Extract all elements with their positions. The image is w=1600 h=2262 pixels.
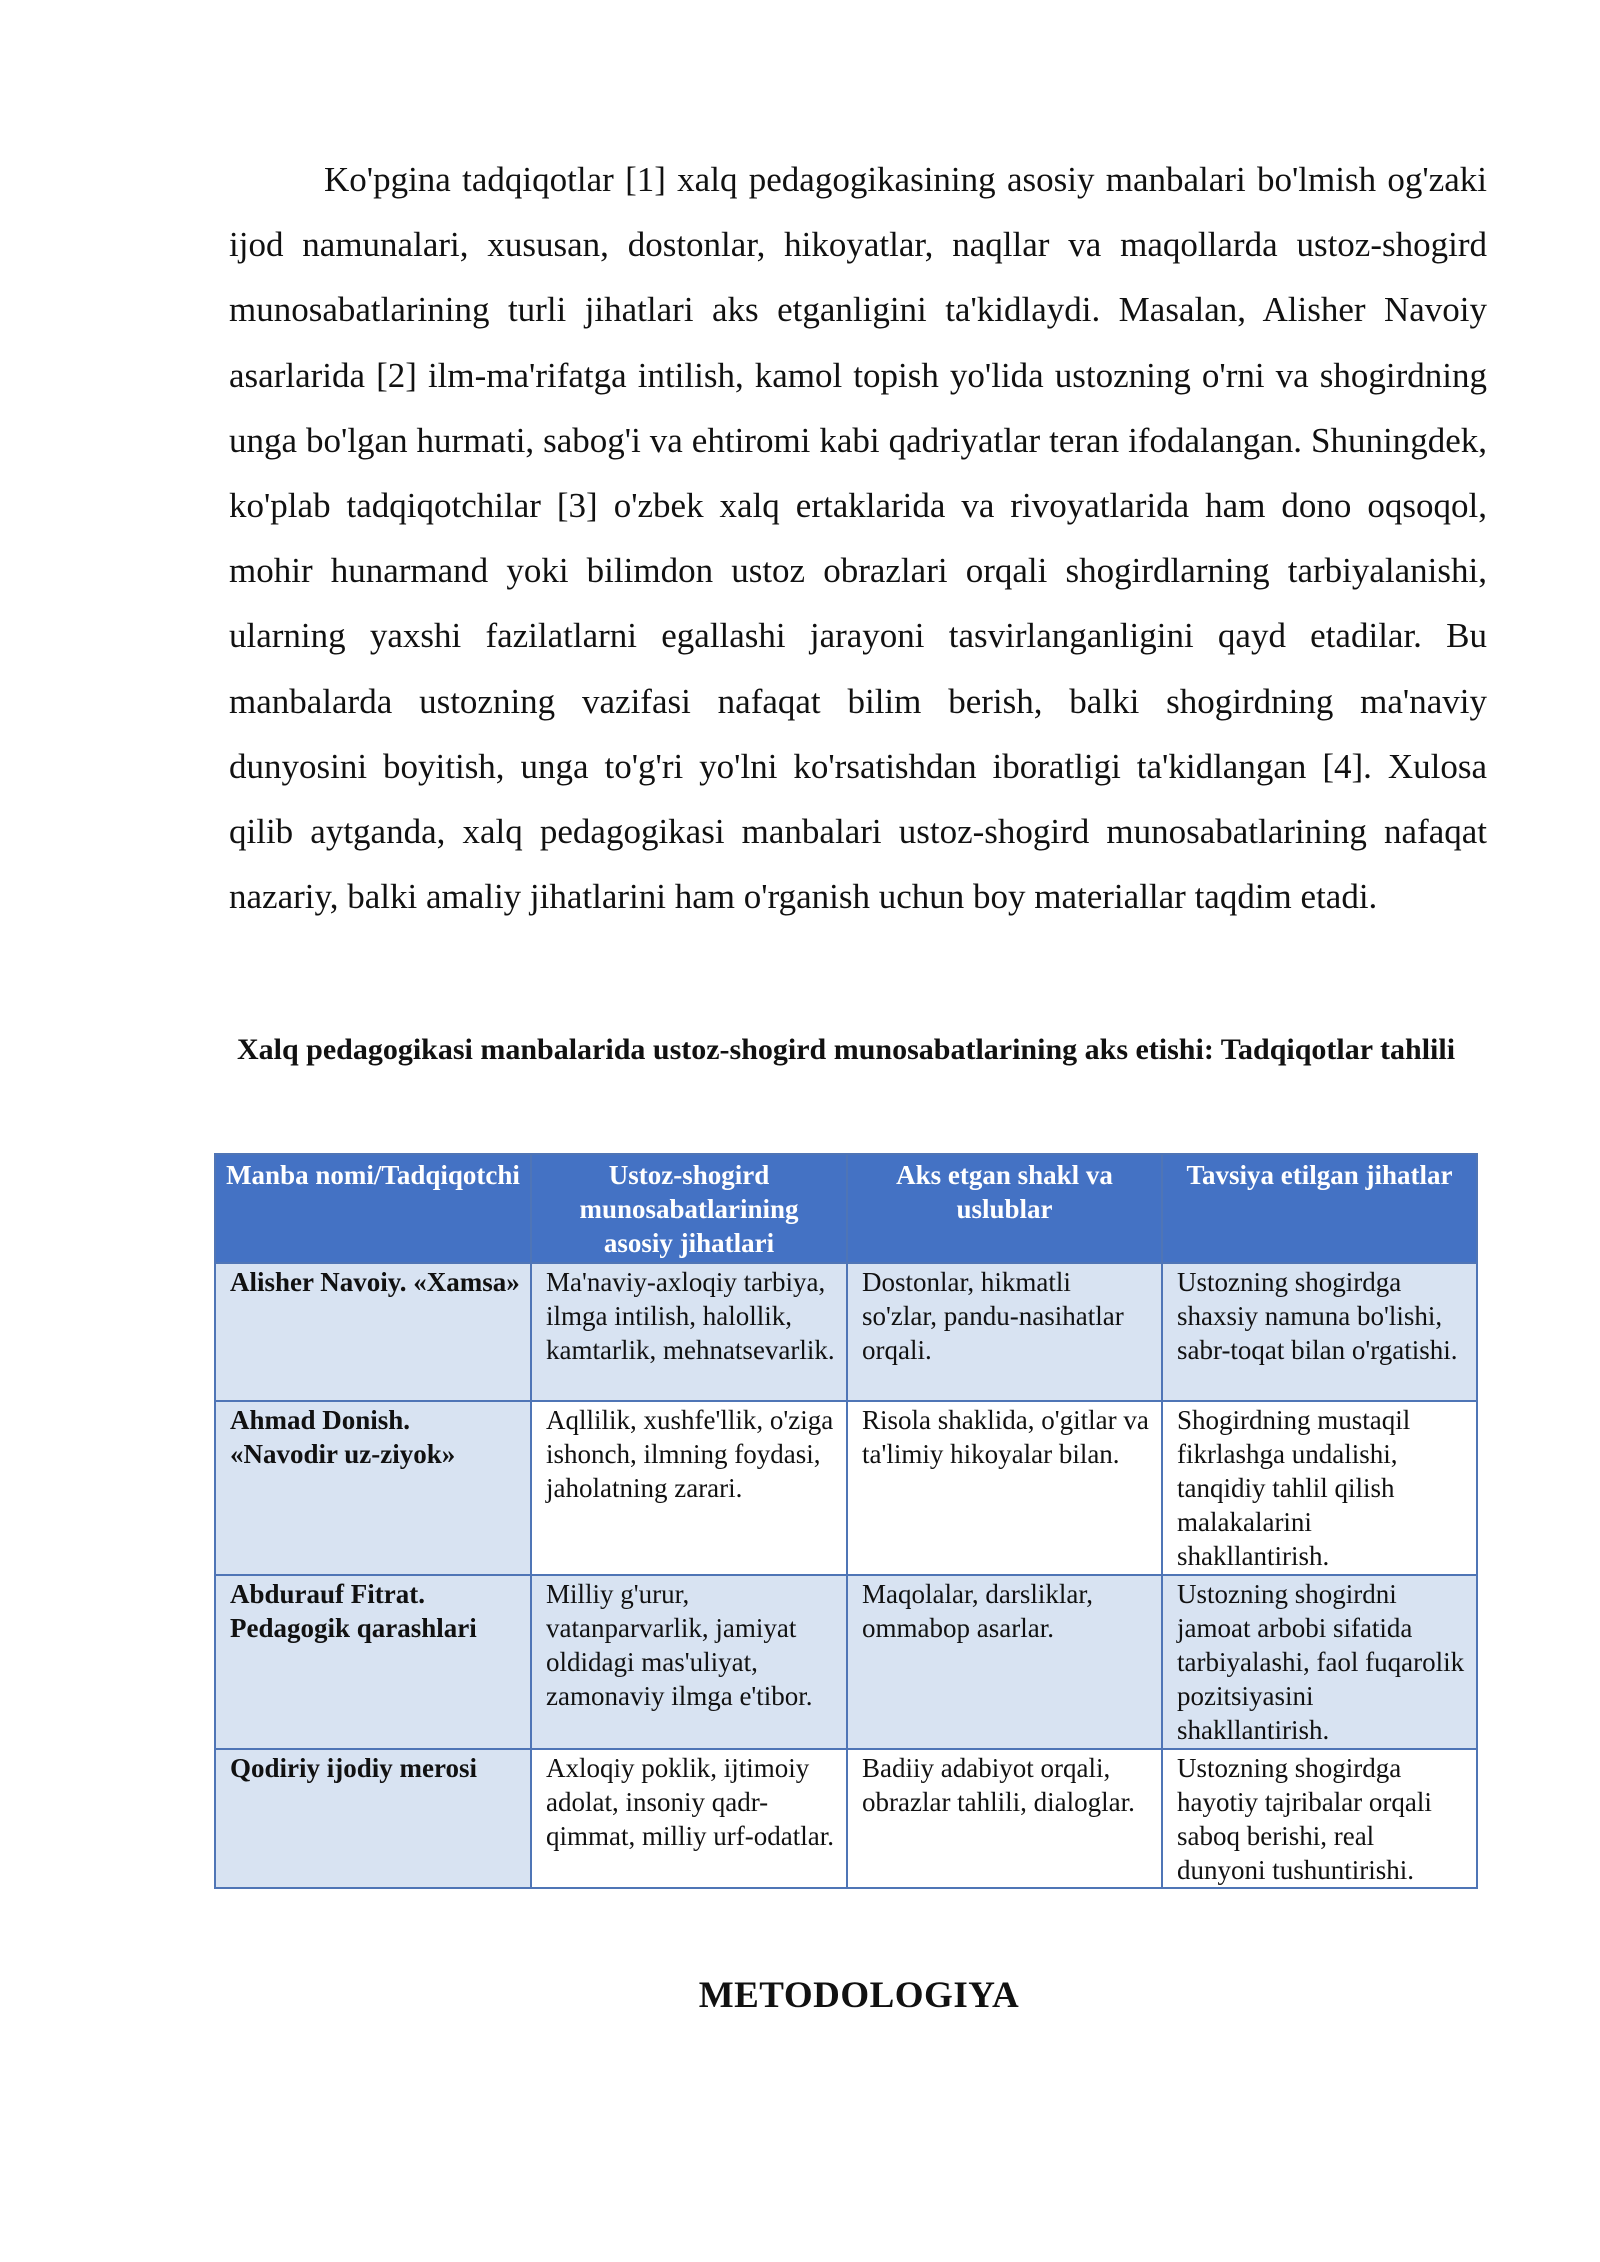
table-cell: Ma'naviy-axloqiy tarbiya, ilmga intilish, halollik, kamtarlik, mehnatsevarlik. xyxy=(531,1263,847,1401)
table-cell-source: Ahmad Donish. «Navodir uz-ziyok» xyxy=(215,1401,531,1575)
table-cell: Risola shaklida, o'gitlar va ta'limiy hikoyalar bilan. xyxy=(847,1401,1162,1575)
table-row xyxy=(215,1263,1477,1401)
table-cell-source: Qodiriy ijodiy merosi xyxy=(215,1749,531,1888)
body-paragraph: Ko'pgina tadqiqotlar [1] xalq pedagogikasining asosiy manbalari bo'lmish og'zaki ijod namunalari, xususan, dostonlar, hikoyatlar, naqllar va maqollarda ustoz-shogird munosabatlarining turli jihatlari aks etganligini ta'kidlaydi. Masalan, Alisher Navoiy asarlarida [2] ilm-ma'rifatga intilish, kamol topish yo'lida ustozning o'rni va shogirdning unga bo'lgan hurmati, sabog'i va ehtiromi kabi qadriyatlar teran ifodalangan. Shuningdek, ko'plab tadqiqotchilar [3] o'zbek xalq ertaklarida va rivoyatlarida ham dono oqsoqol, mohir hunarmand yoki bilimdon ustoz obrazlari orqali shogirdlarning tarbiyalanishi, ularning yaxshi fazilatlarni egallashi jarayoni tasvirlanganligini qayd etadilar. Bu manbalarda ustozning vazifasi nafaqat bilim berish, balki shogirdning ma'naviy dunyosini boyitish, unga to'g'ri yo'lni ko'rsatishdan iboratligi ta'kidlangan [4]. Xulosa qilib aytganda, xalq pedagogikasi manbalari ustoz-shogird munosabatlarining nafaqat nazariy, balki amaliy jihatlarini ham o'rganish uchun boy materiallar taqdim etadi. xyxy=(229,160,1487,917)
section-heading: METODOLOGIYA xyxy=(698,1975,1020,2016)
table-header-cell: Tavsiya etilgan jihatlar xyxy=(1162,1154,1477,1263)
table-cell: Badiiy adabiyot orqali, obrazlar tahlili, dialoglar. xyxy=(847,1749,1162,1888)
table-row xyxy=(215,1749,1477,1888)
table-cell: Milliy g'urur, vatanparvarlik, jamiyat oldidagi mas'uliyat, zamonaviy ilmga e'tibor. xyxy=(531,1575,847,1749)
table-cell: Ustozning shogirdni jamoat arbobi sifatida tarbiyalashi, faol fuqarolik pozitsiyasini shakllantirish. xyxy=(1162,1575,1477,1749)
table-cell: Shogirdning mustaqil fikrlashga undalishi, tanqidiy tahlil qilish malakalarini shakllantirish. xyxy=(1162,1401,1477,1575)
table-row xyxy=(215,1401,1477,1575)
table-cell: Axloqiy poklik, ijtimoiy adolat, insoniy qadr-qimmat, milliy urf-odatlar. xyxy=(531,1749,847,1888)
table-cell-source: Abdurauf Fitrat. Pedagogik qarashlari xyxy=(215,1575,531,1749)
table-cell: Maqolalar, darsliklar, ommabop asarlar. xyxy=(847,1575,1162,1749)
table-header-cell: Manba nomi/Tadqiqotchi xyxy=(215,1154,531,1263)
table-cell: Ustozning shogirdga shaxsiy namuna bo'lishi, sabr-toqat bilan o'rgatishi. xyxy=(1162,1263,1477,1401)
table-caption: Xalq pedagogikasi manbalarida ustoz-shogird munosabatlarining aks etishi: Tadqiqotlar tahlili xyxy=(236,1033,1456,1066)
table-header-cell: Ustoz-shogird munosabatlarining asosiy jihatlari xyxy=(531,1154,847,1263)
table-row xyxy=(215,1575,1477,1749)
table-header-cell: Aks etgan shakl va uslublar xyxy=(847,1154,1162,1263)
table-header-row xyxy=(215,1154,1477,1263)
table-cell-source: Alisher Navoiy. «Xamsa» xyxy=(215,1263,531,1401)
sources-table xyxy=(214,1153,1478,1889)
table-cell: Dostonlar, hikmatli so'zlar, pandu-nasihatlar orqali. xyxy=(847,1263,1162,1401)
table-cell: Ustozning shogirdga hayotiy tajribalar orqali saboq berishi, real dunyoni tushuntirishi. xyxy=(1162,1749,1477,1888)
table-cell: Aqllilik, xushfe'llik, o'ziga ishonch, ilmning foydasi, jaholatning zarari. xyxy=(531,1401,847,1575)
